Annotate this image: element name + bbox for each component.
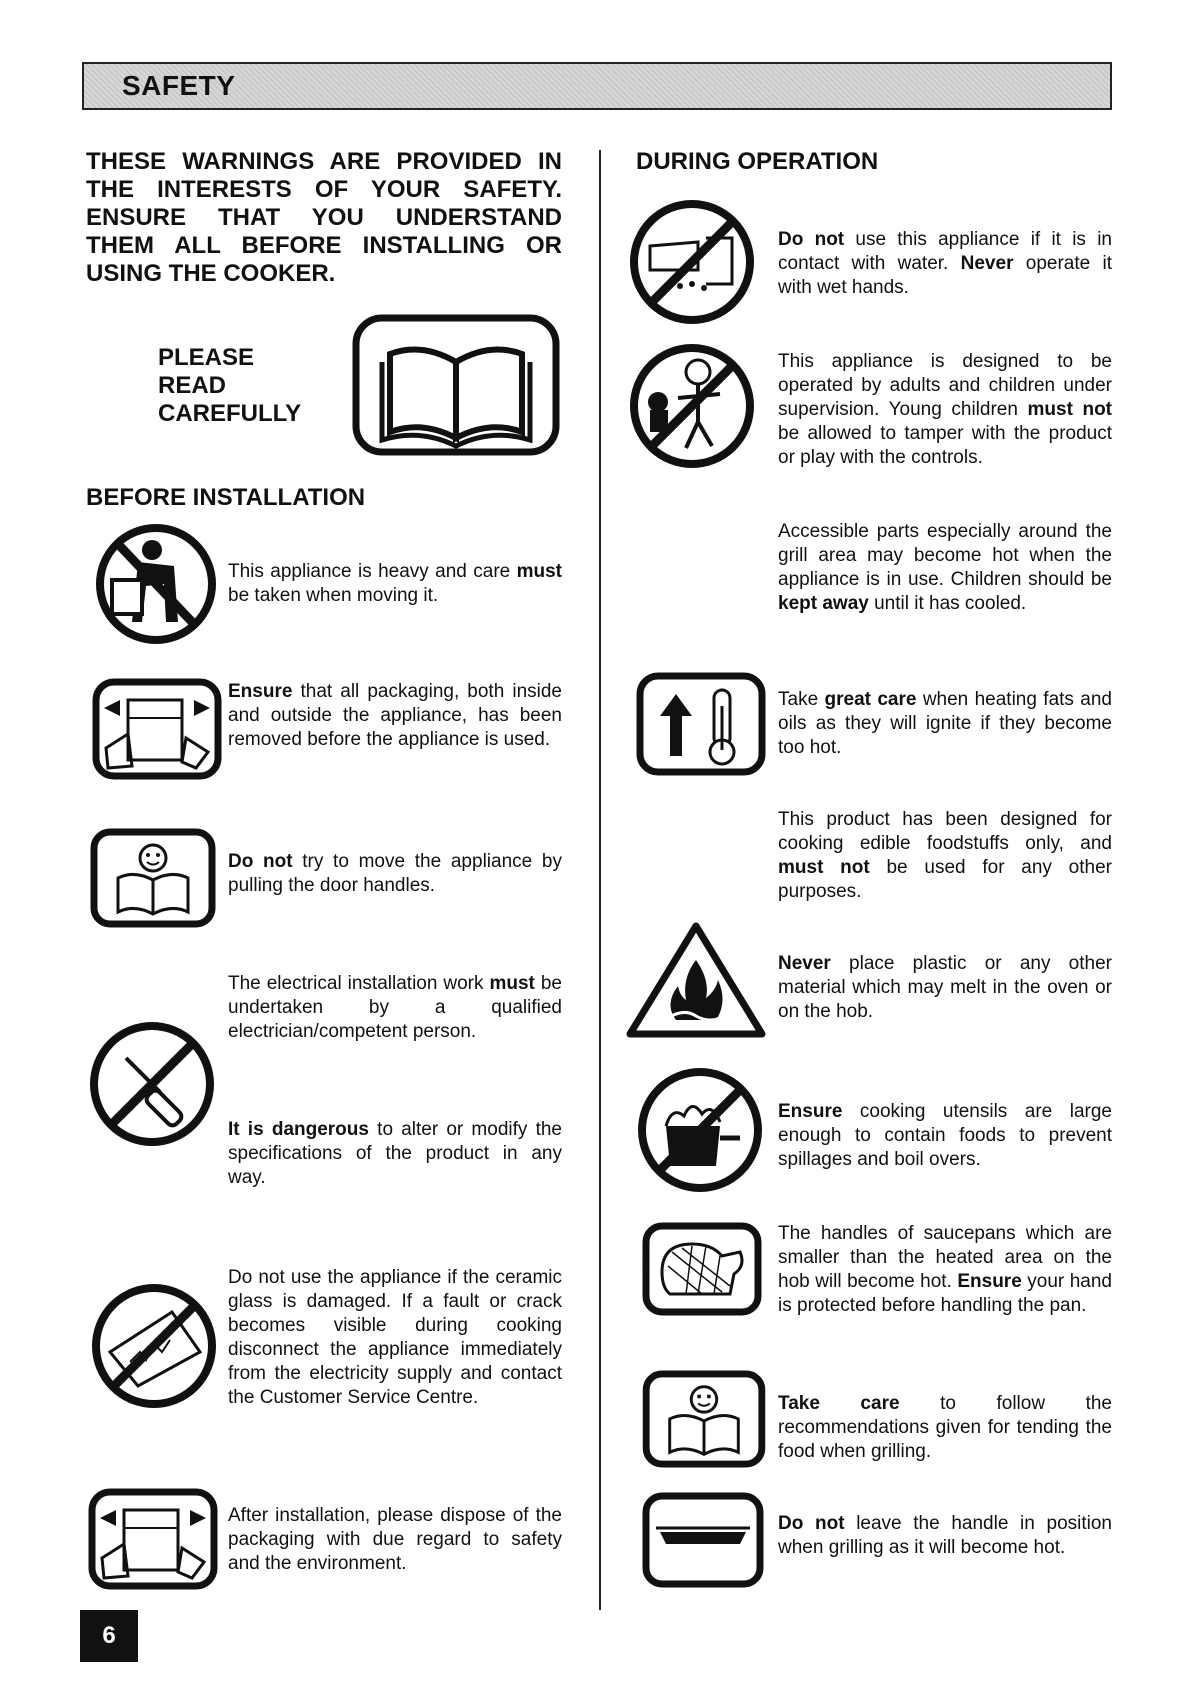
before-item-4: The electrical installation work must be undertaken by a qualified electrician/competent person. [228, 973, 562, 1042]
section-title: SAFETY [122, 70, 236, 101]
during-item-6: Never place plastic or any other material which may melt in the oven or on the hob. [778, 953, 1112, 1022]
intro-line: USING THE COOKER. [86, 260, 336, 287]
open-book-icon [352, 314, 560, 456]
during-item-9: Take care to follow the recommendations given for tending the food when grilling. [778, 1393, 1113, 1462]
cracked-glass-icon [90, 1282, 218, 1410]
packaging-icon [88, 1488, 218, 1590]
grill-pan-icon [642, 1492, 764, 1588]
during-item-3: Accessible parts especially around the grill area may become hot when the appliance is in use. Children should be kept away until it has cooled. [778, 521, 1112, 614]
please-line: PLEASE [158, 344, 255, 371]
intro-line: ENSURE THAT YOU UNDERSTAND [86, 204, 562, 231]
section-header [82, 62, 1112, 110]
intro-line: THEM ALL BEFORE INSTALLING OR [86, 232, 562, 259]
page-number: 6 [80, 1610, 138, 1662]
please-line: CAREFULLY [158, 400, 302, 427]
hot-oil-icon [636, 672, 766, 776]
read-instructions-icon [642, 1370, 766, 1468]
before-item-6: Do not use the appliance if the ceramic glass is damaged. If a fault or crack becomes visible during cooking disconnect the appliance immediately from the electricity supply and contact the Customer Service Centre. [228, 1267, 562, 1408]
during-item-7: Ensure cooking utensils are large enough to contain foods to prevent spillages and boil overs. [778, 1101, 1112, 1170]
column-divider [599, 150, 601, 1610]
intro-line: THE INTERESTS OF YOUR SAFETY. [86, 176, 562, 203]
during-item-10: Do not leave the handle in position when grilling as it will become hot. [778, 1513, 1112, 1558]
during-item-4: Take great care when heating fats and oils as they will ignite if they become too hot. [778, 689, 1113, 758]
during-item-5: This product has been designed for cooking edible foodstuffs only, and must not be used for any other purposes. [778, 809, 1112, 902]
during-item-8: The handles of saucepans which are smaller than the heated area on the hob will become hot. Ensure your hand is protected before handling the pan. [778, 1223, 1112, 1316]
please-line: READ [158, 372, 227, 399]
before-installation-heading: BEFORE INSTALLATION [86, 484, 366, 511]
read-instructions-icon [90, 828, 216, 928]
before-item-5: It is dangerous to alter or modify the specifications of the product in any way. [228, 1119, 563, 1188]
before-item-2: Ensure that all packaging, both inside and outside the appliance, has been removed before the appliance is used. [228, 681, 562, 750]
before-item-7: After installation, please dispose of the packaging with due regard to safety and the environment. [228, 1505, 562, 1574]
please-read-label [158, 344, 301, 428]
before-item-1: This appliance is heavy and care must be taken when moving it. [228, 561, 562, 606]
no-children-icon [628, 342, 756, 470]
no-lifting-icon [94, 522, 218, 646]
intro-warning [86, 148, 562, 288]
intro-line: THESE WARNINGS ARE PROVIDED IN [86, 148, 562, 175]
fire-warning-icon [624, 920, 768, 1040]
oven-glove-icon [642, 1222, 762, 1316]
before-item-3: Do not try to move the appliance by pulling the door handles. [228, 851, 562, 896]
no-wet-hands-icon [628, 198, 756, 326]
no-diy-electrical-icon [88, 1020, 216, 1148]
packaging-icon [92, 678, 222, 780]
during-operation-heading: DURING OPERATION [636, 148, 879, 175]
boil-over-icon [636, 1066, 764, 1194]
during-item-2: This appliance is designed to be operated by adults and children under supervision. Young children must not be allowed to tamper with the product or play with the controls. [778, 351, 1113, 468]
during-item-1: Do not use this appliance if it is in contact with water. Never operate it with wet hands. [778, 229, 1113, 298]
